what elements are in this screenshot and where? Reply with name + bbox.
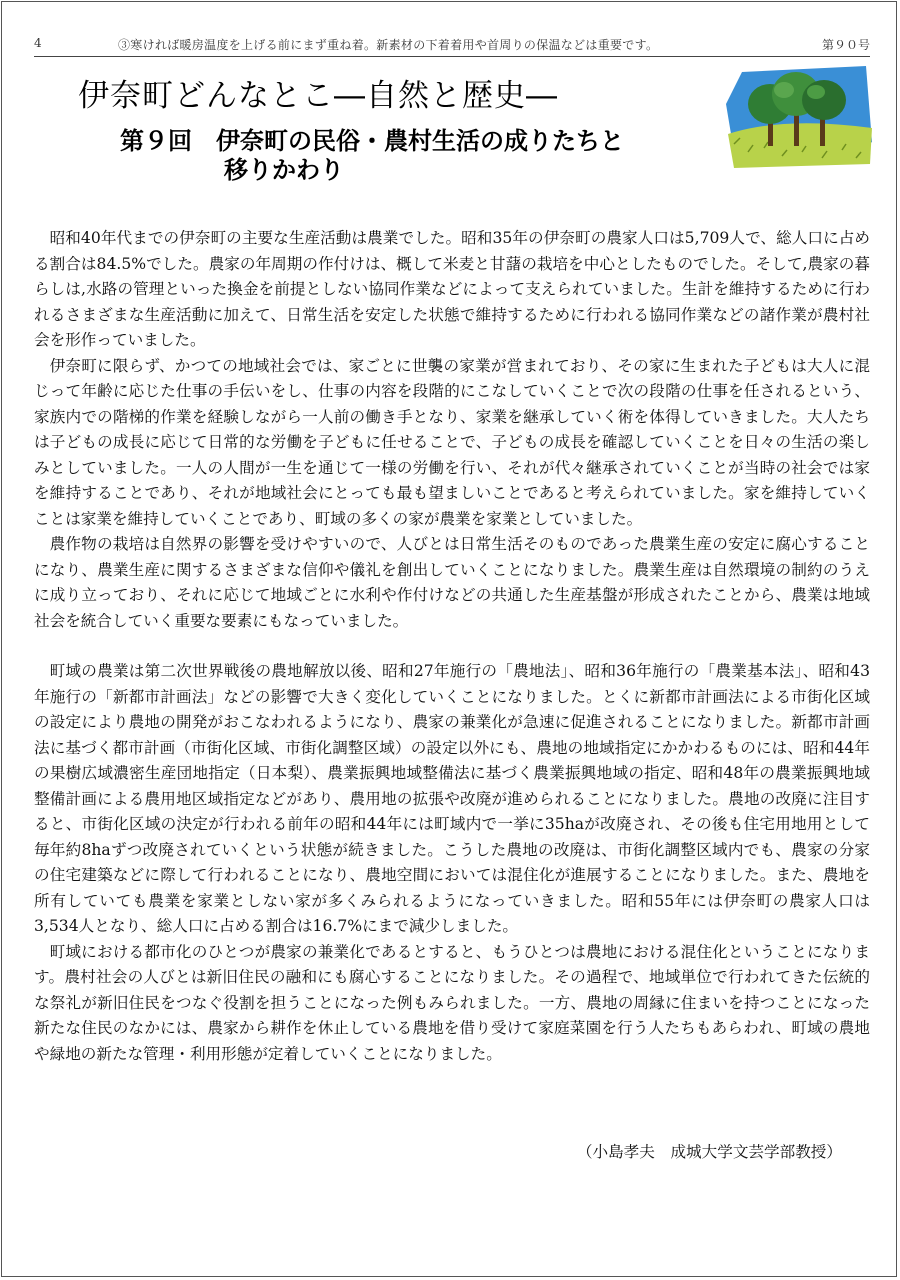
header-rule — [34, 56, 870, 57]
tree-highlight — [774, 82, 794, 98]
paragraph: 昭和40年代までの伊奈町の主要な生産活動は農業でした。昭和35年の伊奈町の農家人口は5,709人で、総人口に占める割合は84.5%でした。農家の年周期の作付けは、概して米麦と甘藷の栽培を中心としたものでした。そして,農家の暮らしは,水路の管理といった換金を前提としない協同作業などによって支えられていました。生計を維持するために行われるさまざまな生産活動に加えて、日常生活を安定した状態で維持するために行われる協同作業などの諸作業が農村社会を形作っていました。 — [34, 229, 870, 349]
article-subtitle — [120, 126, 700, 184]
paragraph: 町域の農業は第二次世界戦後の農地解放以後、昭和27年施行の「農地法」、昭和36年施行の「農業基本法」、昭和43年施行の「新都市計画法」などの影響で大きく変化していくことになりました。とくに新都市計画法による市街化区域の設定により農地の開発がおこなわれるようになり、農家の兼業化が急速に促進されることになりました。新都市計画法に基づく都市計画（市街化区域、市街化調整区域）の設定以外にも、農地の地域指定にかかわるものには、昭和44年の果樹広域濃密生産団地指定（日本梨）、農業振興地域整備法に基づく農業振興地域の指定、昭和48年の農業振興地域整備計画による農用地区域指定などがあり、農用地の拡張や改廃が進められることになりました。農地の改廃に注目すると、市街化区域の決定が行われる前年の昭和44年には町域内で一挙に35haが改廃され、その後も住宅用地用として毎年約8haずつ改廃されていくという状態が続きました。こうした農地の改廃は、市街化調整区域内でも、農家の分家の住宅建築などに際して行われることになり、農地空間においては混住化が進展することになりました。また、農地を所有していても農業を家業としない家が多くみられるようになっていきました。昭和55年には伊奈町の農家人口は3,534人となり、総人口に占める割合は16.7%にまで減少しました。 — [34, 662, 870, 935]
series-title: 伊奈町どんなとこ―自然と歴史― — [78, 78, 558, 114]
header-energy-tip: ③寒ければ暖房温度を上げる前にまず重ね着。新素材の下着着用や首周りの保温などは重要です。 — [118, 38, 659, 52]
tree-highlight — [807, 85, 825, 99]
trees-on-hill-illustration — [724, 64, 874, 174]
grass-field — [728, 123, 872, 168]
subtitle-line-1: 第９回 伊奈町の民俗・農村生活の成りたちと — [120, 126, 624, 155]
subtitle-line-2: 移りかわり — [224, 155, 344, 184]
issue-number: 第９０号 — [821, 38, 870, 52]
paragraph: 町域における都市化のひとつが農家の兼業化であるとすると、もうひとつは農地における混住化ということになります。農村社会の人びとは新旧住民の融和にも腐心することになりました。その過程で、地域単位で行われてきた伝統的な祭礼が新旧住民をつなぐ役割を担うことになった例もみられました。一方、農地の周縁に住まいを持つことになった新たな住民のなかには、農家から耕作を休止している農地を借り受けて家庭菜園を行う人たちもあらわれ、町域の農地や緑地の新たな管理・利用形態が定着していくことになりました。 — [34, 942, 870, 1063]
page-number: 4 — [34, 36, 42, 50]
page-header — [34, 36, 870, 56]
paragraph: 伊奈町に限らず、かつての地域社会では、家ごとに世襲の家業が営まれており、その家に生まれた子どもは大人に混じって年齢に応じた仕事の手伝いをし、仕事の内容を段階的にこなしていくことで次の段階の仕事を任されるという、家族内での階梯的作業を経験しながら一人前の働き手となり、家業を継承していく術を体得していきました。大人たちは子どもの成長に応じて日常的な労働を子どもに任せることで、子どもの成長を確認していくことを日々の生活の楽しみとしていました。一人の人間が一生を通じて一様の労働を行い、それが代々継承されていくことが当時の社会では家を維持することであり、それが地域社会にとっても最も望ましいことであると考えられていました。家を維持していくことは家業を維持していくことであり、町域の多くの家が農業を家業としていました。 — [34, 356, 870, 528]
paragraph: 農作物の栽培は自然界の影響を受けやすいので、人びとは日常生活そのものであった農業生産の安定に腐心することになり、農業生産に関するさまざまな信仰や儀礼を創出していくことになりました。農業生産は自然環境の制約のうえに成り立っており、それに応じて地域ごとに水利や作付けなどの共通した生産基盤が形成されたことから、農業は地域社会を統合していく重要な要素にもなっていました。 — [34, 535, 870, 630]
article-body — [34, 226, 870, 1067]
tree-canopy — [802, 80, 846, 120]
author-credit: （小島孝夫 成城大学文芸学部教授） — [576, 1143, 842, 1161]
